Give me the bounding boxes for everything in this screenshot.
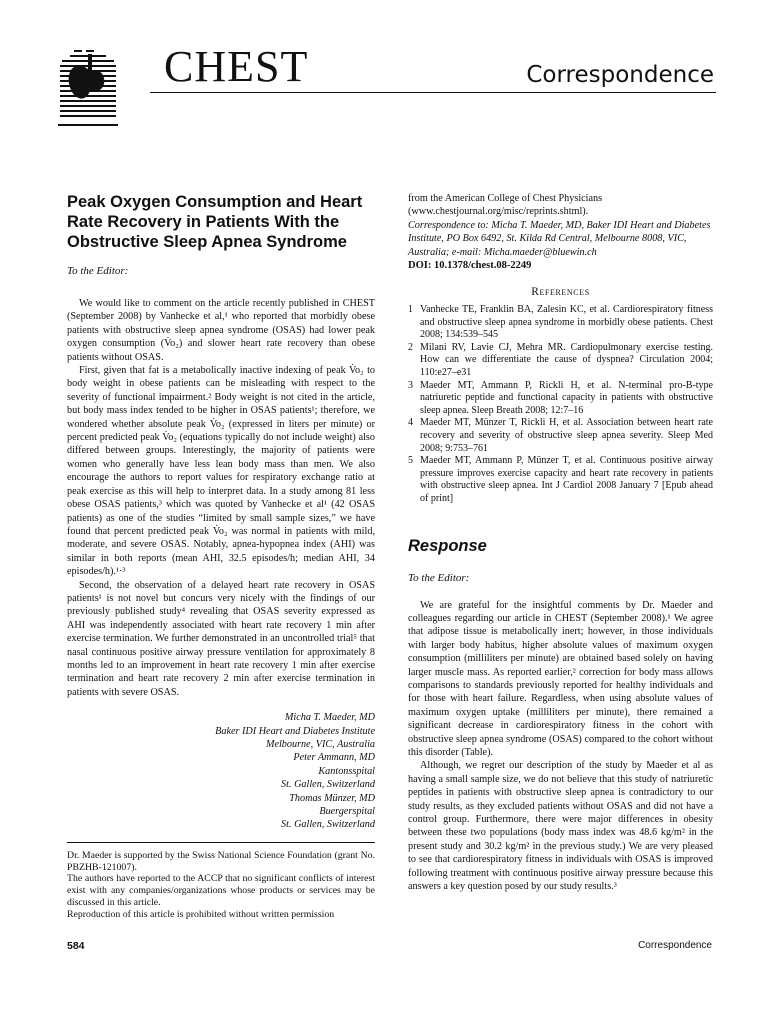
reference-text: Maeder MT, Ammann P, Rickli H, et al. N-terminal pro-B-type natriuretic peptide and functional capacity in patients with obstructive sleep apnea. Sleep Breath 2008; 12:7–16 [420, 379, 713, 416]
reference-number: 2 [408, 341, 413, 353]
reference-text: Vanhecke TE, Franklin BA, Zalesin KC, et al. Cardiorespiratory fitness and obstructive sleep apnea syndrome in morbidly obese patients. Chest 2008; 134:539–545 [420, 304, 713, 341]
reference-list [408, 304, 713, 506]
letter-paragraph: We would like to comment on the article recently published in CHEST (September 2008) by Vanhecke et al,¹ who reported that morbidly obese patients with obstructive sleep apnea syndrome (OSAS) had lower peak oxygen consumption (V̇o₂) and slower heart rate recovery than obese patients without OSAS. [67, 298, 375, 363]
footnote-reproduction: Reproduction of this article is prohibited without written permission [67, 908, 335, 920]
signature-line: Buergerspital [319, 806, 375, 818]
signature-line: St. Gallen, Switzerland [281, 779, 375, 791]
signature-line: Peter Ammann, MD [293, 752, 375, 764]
reference-text: Maeder MT, Münzer T, Rickli H, et al. Association between heart rate recovery and severity of obstructive sleep apnea severity. Sleep Med 2008; 9:753–761 [420, 417, 713, 454]
reference-item [408, 380, 713, 418]
reference-item [408, 342, 713, 380]
signature-line: Baker IDI Heart and Diabetes Institute [215, 725, 375, 737]
footer-section: Correspondence [638, 940, 712, 951]
response-salutation: To the Editor: [408, 571, 470, 584]
journal-title: CHEST [164, 42, 309, 91]
response-paragraph: Although, we regret our description of the study by Maeder et al as having a small sample size, we do not believe that this study of natriuretic peptides in patients with obstructive sleep apnea is contradictory to our study results, as they excluded patients without OSAS and did not have a control group. Furthermore, there were major differences in obesity between these two populations (body mass index was 48.6 kg/m² in the present study and 30.2 kg/m² in the previous study.) We are very pleased to see that cardiorespiratory fitness in individuals with OSAS is improved following treatment with continuous positive airway pressure because this answers a key question posed by our study results.³ [408, 760, 713, 893]
letter-paragraph: Second, the observation of a delayed heart rate recovery in OSAS patients¹ is not novel but concurs very nicely with the findings of our previously published study⁴ revealing that OSAS severity expressed as AHI was independently associated with heart rate recovery 1 min after exercise termination. We further demonstrated in an uncontrolled trial⁵ that nasal continuous positive airway pressure ventilation for approximately 8 months led to an improvement in heart rate recovery 1 min after exercise termination and heart rate recovery 2 min after exercise termination in patients with severe OSAS. [67, 579, 375, 698]
letter-title: Peak Oxygen Consumption and Heart Rate Recovery in Patients With the Obstructive Sleep Apnea Syndrome [67, 193, 363, 251]
reference-item [408, 304, 713, 342]
reference-number: 4 [408, 417, 413, 429]
footnote-conflicts: The authors have reported to the ACCP that no significant conflicts of interest exist with any companies/organizations whose products or services may be discussed in this article. [67, 873, 375, 909]
chest-logo-icon [58, 42, 118, 124]
reference-item [408, 417, 713, 455]
reference-number: 5 [408, 455, 413, 467]
letter-paragraph: First, given that fat is a metabolically inactive indexing of peak V̇o₂ to body weight in obese patients can be misleading with respect to the severity of functional impairment.² Body weight is not cited in the article, but body mass index tended to be higher in OSAS patients¹; therefore, we wondered whether absolute peak V̇o₂ (expressed in liters per minute) or percent predicted peak V̇o₂ (equations typically do not include weight) also differed between groups. Interestingly, the majority of patients were women who generally have less lean body mass than men. We also encourage the authors to report values for respiratory exchange ratio at peak exercise as this will help to interpret data. In a study among 81 less obese OSAS patients,³ which was quoted by Vanhecke et al¹ (42 OSAS patients) as one of the studies “limited by small sample sizes,” we have found that percent predicted peak V̇o₂ was normal in patients with mild, moderate, and severe OSAS. Notably, apnea-hypopnea index (AHI) was similar in both reports (mean AHI, 32.5 episodes/h; median AHI, 34 episodes/h).¹·³ [67, 365, 375, 578]
signature-line: Kantonsspital [318, 765, 375, 777]
reference-item [408, 455, 713, 505]
correspondence-label: Correspondence to: [408, 219, 489, 231]
doi: DOI: 10.1378/chest.08-2249 [408, 260, 532, 272]
correspondence-note [408, 219, 713, 259]
correspondence-address: Micha T. Maeder, MD, Baker IDI Heart and Diabetes Institute, PO Box 6492, St. Kilda Rd Central, Melbourne 8008, VIC, Australia; e-mail: Micha.maeder@bluewin.ch [408, 219, 711, 258]
left-column [67, 192, 375, 921]
reprint-continuation: from the American College of Chest Physicians (www.chestjournal.org/misc/reprints.shtml). [408, 193, 603, 218]
signature-line: Micha T. Maeder, MD [284, 712, 375, 724]
signature-block [67, 711, 375, 832]
reference-number: 3 [408, 379, 413, 391]
header-rule [150, 92, 716, 93]
letter-salutation: To the Editor: [67, 265, 129, 277]
signature-line: Melbourne, VIC, Australia [265, 739, 375, 750]
response-paragraph: We are grateful for the insightful comments by Dr. Maeder and colleagues regarding our article in CHEST (September 2008).¹ We agree that adipose tissue is metabolically inert; however, in those individuals with larger body habitus, higher absolute values of maximum oxygen consumption (milliliters per minute) are obtained based solely on having larger muscle mass. As reported earlier,² correction for body mass allows comparisons to standards previously reported for healthy individuals and for those with heart failure. Regardless, when using absolute values of maximum oxygen uptake (milliliters per minute), there remained a significant decrease in cardiorespiratory fitness in the cohort with obstructive sleep apnea syndrome (OSAS) compared to the cohort without this disorder (Table). [408, 599, 713, 758]
logo-rule [58, 124, 118, 126]
footnote-funding: Dr. Maeder is supported by the Swiss National Science Foundation (grant No. PBZHB-121007). [67, 849, 375, 873]
footnote [67, 842, 375, 921]
signature-line: St. Gallen, Switzerland [281, 819, 375, 831]
reference-text: Maeder MT, Ammann P, Münzer T, et al. Continuous positive airway pressure improves exercise capacity and heart rate recovery in patients with obstructive sleep apnea. Int J Cardiol 2008 January 7 [Epub ahead of print] [420, 455, 713, 504]
references-heading: References [531, 286, 590, 299]
right-column [408, 192, 713, 893]
section-title: Correspondence [526, 62, 714, 88]
reference-text: Milani RV, Lavie CJ, Mehra MR. Cardiopulmonary exercise testing. How can we differentiate the cause of dyspnea? Circulation 2004; 110:e27–e31 [420, 341, 713, 378]
reference-number: 1 [408, 304, 413, 316]
page-number: 584 [67, 940, 85, 952]
response-title: Response [408, 536, 487, 555]
signature-line: Thomas Münzer, MD [289, 792, 375, 804]
